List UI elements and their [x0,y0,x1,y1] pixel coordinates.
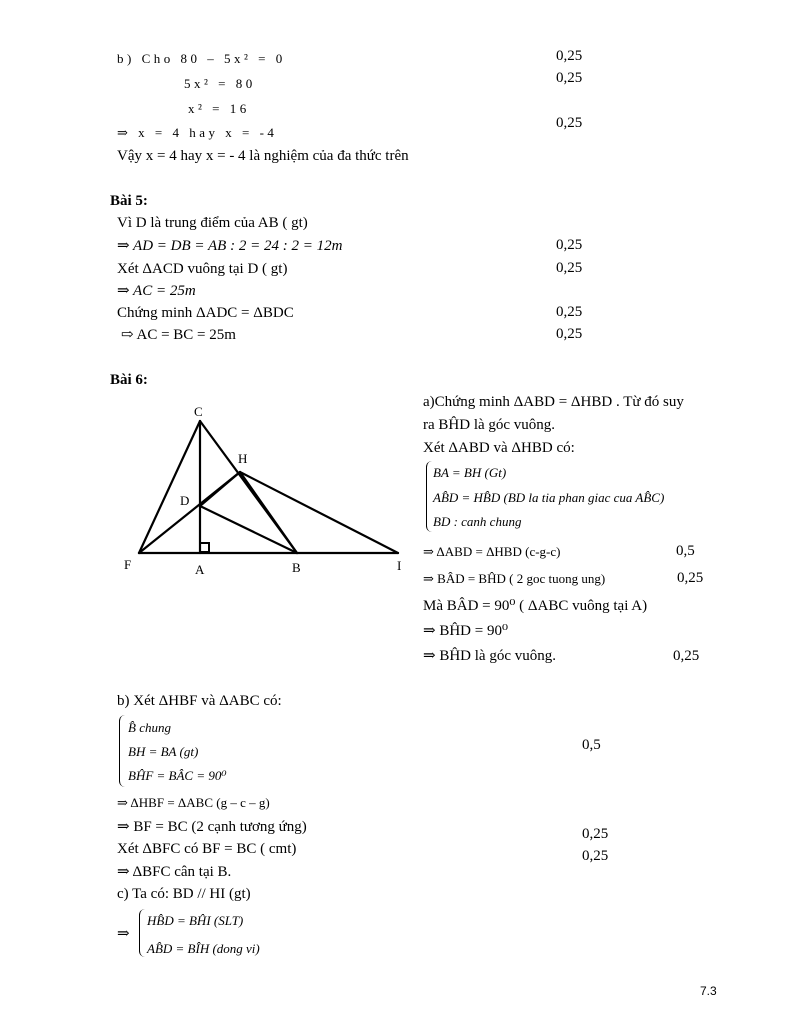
part-a-line: Mà BÂD = 90⁰ ( ΔABC vuông tại A) [423,598,648,614]
part-a-line: ⇒ ΔABD = ΔHBD (c-g-c) [423,544,561,559]
part-b-line: ⇒ ΔHBF = ΔABC (g – c – g) [117,795,270,810]
system-line: AB̂D = HB̂D (BD la tia phan giac cua AB̂C) [433,490,665,505]
system-line: AB̂D = BÎH (dong vi) [147,941,260,956]
segment-hb [240,472,297,553]
segment-db [200,506,297,553]
part-b-line: Xét ΔBFC có BF = BC ( cmt) [117,841,297,857]
part-c-line: c) Ta có: BD // HI (gt) [117,886,251,902]
label-h: H [238,451,248,466]
part-a-line: ra BĤD là góc vuông. [423,417,556,433]
score: 0,25 [556,237,583,253]
bai5-line: ⇨ AC = BC = 25m [121,327,236,343]
segment-cb [200,421,297,553]
system-line: BĤF = BÂC = 90⁰ [128,768,227,783]
page-number: 7.3 [700,984,717,998]
system-brace [119,715,126,787]
part-a-line: ⇒ BÂD = BĤD ( 2 goc tuong ung) [423,571,606,586]
score: 0,25 [582,826,609,842]
bai5-line: Xét ΔACD vuông tại D ( gt) [117,261,288,277]
bai5-heading: Bài 5: [110,193,148,209]
system-brace [426,461,433,532]
label-b: B [292,560,301,575]
right-angle-mark [200,543,209,552]
conclusion-text: Vậy x = 4 hay x = - 4 là nghiệm của đa thức trên [117,148,409,164]
segment-hd [200,472,240,506]
bai5-line: ⇒ AD = DB = AB : 2 = 24 : 2 = 12m [117,238,343,254]
part-b-line: ⇒ ΔBFC cân tại B. [117,864,232,880]
part-a-line: ⇒ BĤD là góc vuông. [423,648,556,664]
implies-arrow: ⇒ [117,926,130,942]
system-line: HB̂D = BĤI (SLT) [147,913,244,928]
label-a: A [195,562,205,577]
system-brace [139,909,146,957]
label-d: D [180,493,190,508]
label-i: I [397,558,402,573]
bai5-line: Vì D là trung điểm của AB ( gt) [117,215,308,231]
part-b-line: ⇒ BF = BC (2 cạnh tương ứng) [117,819,307,835]
bai5-line: Chứng minh ΔADC = ΔBDC [117,305,294,321]
bai5-line: ⇒ AC = 25m [117,283,196,299]
eq-line-3: x² = 16 [188,101,250,116]
score: 0,25 [556,304,583,320]
score: 0,25 [556,115,583,131]
system-line: BD : canh chung [433,514,522,529]
part-b-line: b) Xét ΔHBF và ΔABC có: [117,693,282,709]
label-c: C [194,404,203,419]
score: 0,5 [676,543,695,559]
score: 0,5 [582,737,601,753]
part-a-line: a)Chứng minh ΔABD = ΔHBD . Từ đó suy [423,394,684,410]
eq-line-1: b) Cho 80 – 5x² = 0 [117,51,286,66]
score: 0,25 [556,260,583,276]
score: 0,25 [582,848,609,864]
score: 0,25 [556,326,583,342]
label-f: F [124,557,132,572]
system-line: BH = BA (gt) [128,744,199,759]
score: 0,25 [677,570,704,586]
score: 0,25 [556,48,583,64]
score: 0,25 [673,648,700,664]
segment-hi [240,472,398,553]
score: 0,25 [556,70,583,86]
part-a-line: Xét ΔABD và ΔHBD có: [423,440,575,456]
bai6-heading: Bài 6: [110,372,148,388]
system-line: B̂ chung [128,720,171,735]
part-a-line: ⇒ BĤD = 90⁰ [423,623,508,639]
eq-line-2: 5x² = 80 [184,76,256,91]
eq-line-4: ⇒ x = 4 hay x = -4 [117,125,278,140]
segment-fh [139,472,240,553]
segment-cf [139,421,200,553]
system-line: BA = BH (Gt) [433,465,507,480]
